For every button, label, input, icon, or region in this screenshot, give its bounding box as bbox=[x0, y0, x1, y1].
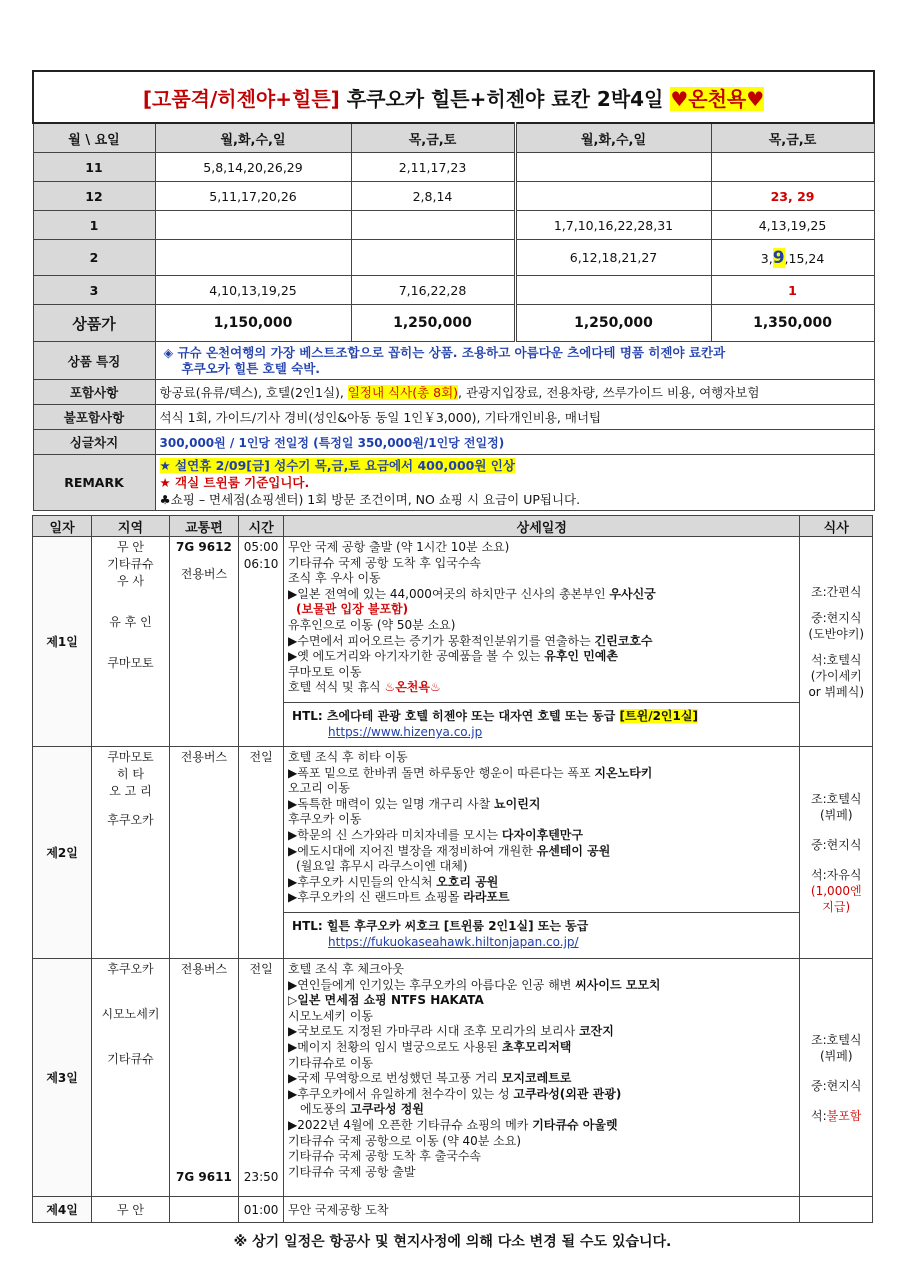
transport-cell bbox=[169, 1197, 238, 1223]
attraction: 코잔지 bbox=[579, 1024, 614, 1039]
transport: 전용버스 bbox=[180, 962, 228, 976]
line-text: ▶학문의 신 스가와라 미치자네를 모시는 bbox=[288, 827, 502, 842]
day-row-2 bbox=[33, 747, 873, 959]
schedule-cell bbox=[284, 959, 800, 1197]
itin-header: 식사 bbox=[800, 516, 873, 537]
price-label: 상품가 bbox=[33, 305, 155, 342]
schedule-line: 시모노세키 이동 bbox=[288, 1008, 374, 1023]
line-text: ▶수면에서 피어오르는 증기가 몽환적인분위기를 연출하는 bbox=[288, 633, 595, 648]
meal-cell bbox=[800, 537, 873, 747]
itin-header: 일자 bbox=[33, 516, 92, 537]
region: 기타큐슈 bbox=[107, 557, 154, 571]
price-cell: 1,150,000 bbox=[155, 305, 351, 342]
date-cell bbox=[155, 240, 351, 276]
itin-header: 교통편 bbox=[169, 516, 238, 537]
hotel-link[interactable]: https://fukuokaseahawk.hiltonjapan.co.jp/ bbox=[328, 934, 579, 949]
single-text: 300,000원 / 1인당 전일정 (특정일 350,000원/1인당 전일정) bbox=[155, 430, 874, 455]
transport: 전용버스 bbox=[180, 567, 228, 581]
line-text: ▶연인들에게 인기있는 후쿠오카의 아름다운 인공 해변 bbox=[288, 977, 576, 992]
schedule-line: 무안 국제 공항 출발 (약 1시간 10분 소요) bbox=[288, 540, 510, 554]
time: 23:50 bbox=[243, 1170, 279, 1184]
date-text: ,15,24 bbox=[784, 250, 825, 266]
date-cell bbox=[155, 211, 351, 240]
flight-number: 7G 9612 bbox=[176, 540, 232, 554]
price-cell: 1,250,000 bbox=[351, 305, 515, 342]
include-part: , 관광지입장료, 전용차량, 쓰루가이드 비용, 여행자보험 bbox=[458, 385, 760, 400]
transport-cell bbox=[169, 537, 238, 747]
day-row-4 bbox=[33, 1197, 873, 1223]
title-prefix: [고품격/히젠야+힐튼] bbox=[142, 86, 340, 111]
date-cell bbox=[711, 240, 874, 276]
day-label: 제2일 bbox=[33, 747, 92, 959]
attraction: 뇨이린지 bbox=[494, 796, 541, 811]
attraction: 다자이후텐만구 bbox=[501, 827, 583, 842]
price-cell: 1,350,000 bbox=[711, 305, 874, 342]
include-part: 항공료(유류/텍스), 호텔(2인1실), bbox=[159, 385, 348, 400]
region-cell bbox=[92, 959, 170, 1197]
meal-cell bbox=[800, 959, 873, 1197]
exclude-text: 석식 1회, 가이드/기사 경비(성인&아동 동일 1인￥3,000), 기타개인비용, 매너팁 bbox=[155, 405, 874, 430]
line-text: ▶에도시대에 지어진 별장을 재정비하여 개원한 bbox=[288, 843, 537, 858]
line-text: ▶메이지 천황의 임시 별궁으로도 사용된 bbox=[288, 1039, 502, 1054]
single-label: 싱글차지 bbox=[33, 430, 155, 455]
schedule-line: 후쿠오카 이동 bbox=[288, 812, 362, 827]
attraction: 지온노타키 bbox=[594, 765, 653, 780]
month-cell: 3 bbox=[33, 276, 155, 305]
remark-line: ♣쇼핑 – 면세점(쇼핑센터) 1회 방문 조건이며, NO 쇼핑 시 요금이 UP됩니다. bbox=[159, 492, 581, 507]
hotel-name: HTL: 힐튼 후쿠오카 씨호크 [트윈룸 2인1실] 또는 동급 bbox=[292, 918, 589, 933]
time: 05:00 bbox=[243, 540, 279, 554]
schedule-line bbox=[288, 844, 795, 860]
time-cell: 전일 bbox=[239, 747, 284, 959]
attraction: 유후인 민예촌 bbox=[544, 649, 618, 664]
schedule-line: 유후인으로 이동 (약 50분 소요) bbox=[288, 617, 456, 632]
schedule-note: (월요일 휴무시 라쿠스이엔 대체) bbox=[296, 859, 468, 874]
schedule-line bbox=[288, 978, 795, 994]
schedule-line bbox=[288, 634, 795, 650]
region: 후쿠오카 bbox=[107, 813, 154, 827]
date-row bbox=[33, 240, 874, 276]
itin-header: 상세일정 bbox=[284, 516, 800, 537]
feature-text bbox=[155, 342, 874, 380]
schedule-line bbox=[288, 797, 795, 813]
single-row bbox=[33, 430, 874, 455]
schedule-line: 조식 후 우사 이동 bbox=[288, 571, 381, 586]
line-text: ▶옛 에도거리와 아기자기한 공예품을 볼 수 있는 bbox=[288, 649, 545, 664]
meal: 조:호텔식 bbox=[811, 1032, 862, 1047]
date-cell bbox=[515, 182, 711, 211]
line-text: ▶2022년 4월에 오픈한 기타큐슈 쇼핑의 메카 bbox=[288, 1117, 533, 1132]
line-text: ▶후쿠오카에서 유일하게 천수각이 있는 성 bbox=[288, 1086, 514, 1101]
region: 쿠마모토 bbox=[107, 750, 154, 764]
transport-cell bbox=[169, 959, 238, 1197]
date-cell: 4,10,13,19,25 bbox=[155, 276, 351, 305]
header-col-4: 목,금,토 bbox=[711, 123, 874, 153]
feature-line: ◈ 규슈 온천여행의 가장 베스트조합으로 꼽히는 상품. 조용하고 아름다운 츠에다테 명품 히젠야 료칸과 bbox=[163, 344, 726, 360]
schedule-line bbox=[288, 1087, 795, 1103]
itinerary-table bbox=[32, 515, 873, 1223]
meal-cell bbox=[800, 747, 873, 959]
region-cell bbox=[92, 747, 170, 959]
schedule-line bbox=[288, 649, 795, 665]
schedule-line: 기타큐슈 국제 공항 출발 bbox=[288, 1164, 416, 1179]
schedule-cell: 무안 국제공항 도착 bbox=[284, 1197, 800, 1223]
header-col-3: 월,화,수,일 bbox=[515, 123, 711, 153]
region: 무 안 bbox=[116, 540, 144, 554]
schedule-line: 기타큐슈 국제 공항 도착 후 입국수속 bbox=[288, 555, 482, 570]
date-cell: 2,11,17,23 bbox=[351, 153, 515, 182]
date-row bbox=[33, 211, 874, 240]
meal: 석:자유식 bbox=[811, 867, 862, 882]
header-col-1: 월,화,수,일 bbox=[155, 123, 351, 153]
schedule-line: ▷일본 면세점 쇼핑 NTFS HAKATA bbox=[288, 993, 484, 1008]
schedule-line bbox=[288, 875, 795, 891]
transport-cell: 전용버스 bbox=[169, 747, 238, 959]
date-row bbox=[33, 276, 874, 305]
attraction: 모지코레트로 bbox=[501, 1071, 572, 1086]
attraction: 우사신궁 bbox=[609, 586, 656, 601]
exclude-label: 불포함사항 bbox=[33, 405, 155, 430]
schedule-line: 기타큐슈 국제 공항 도착 후 출국수속 bbox=[288, 1149, 482, 1164]
hotel-info bbox=[284, 702, 799, 742]
exclude-row bbox=[33, 405, 874, 430]
schedule-line bbox=[288, 1102, 795, 1118]
schedule-note: (보물관 입장 불포함) bbox=[296, 602, 409, 617]
schedule-line bbox=[288, 766, 795, 782]
date-text: 3, bbox=[760, 250, 773, 266]
date-cell: 1,7,10,16,22,28,31 bbox=[515, 211, 711, 240]
schedule-line: 호텔 조식 후 히타 이동 bbox=[288, 750, 408, 764]
region-cell: 무 안 bbox=[92, 1197, 170, 1223]
price-cell: 1,250,000 bbox=[515, 305, 711, 342]
highlight-date: 9 bbox=[772, 247, 785, 268]
remark-text bbox=[155, 455, 874, 511]
schedule-line bbox=[288, 587, 795, 603]
schedule-line bbox=[288, 1024, 795, 1040]
schedule-cell bbox=[284, 747, 800, 959]
day-row-3 bbox=[33, 959, 873, 1197]
meal: (1,000엔 bbox=[810, 883, 862, 898]
date-cell: 7,16,22,28 bbox=[351, 276, 515, 305]
meal-excluded: 불포함 bbox=[826, 1108, 862, 1123]
line-text: ▶일본 전역에 있는 44,000여곳의 하치만구 신사의 총본부인 bbox=[288, 586, 610, 601]
attraction: 초후모리저택 bbox=[501, 1039, 572, 1054]
hotel-link[interactable]: https://www.hizenya.co.jp bbox=[328, 724, 483, 739]
meal: or 뷔페식) bbox=[808, 684, 865, 699]
attraction: 오호리 공원 bbox=[436, 874, 499, 889]
schedule-cell bbox=[284, 537, 800, 747]
time-cell bbox=[239, 959, 284, 1197]
include-label: 포함사항 bbox=[33, 380, 155, 405]
date-cell: 2,8,14 bbox=[351, 182, 515, 211]
title-main: 후쿠오카 힐튼+히젠야 료칸 2박4일 bbox=[339, 86, 671, 111]
header-col-2: 목,금,토 bbox=[351, 123, 515, 153]
remark-line bbox=[160, 457, 870, 474]
remark-label: REMARK bbox=[33, 455, 155, 511]
schedule-line bbox=[288, 890, 795, 906]
date-cell bbox=[515, 276, 711, 305]
month-cell: 2 bbox=[33, 240, 155, 276]
line-text: ▶후쿠오카 시민들의 안식처 bbox=[288, 874, 437, 889]
schedule-line bbox=[288, 828, 795, 844]
feature-label: 상품 특징 bbox=[33, 342, 155, 380]
header-month-day: 월 \ 요일 bbox=[33, 123, 155, 153]
remark-line: ★ 객실 트윈룸 기준입니다. bbox=[159, 475, 310, 490]
region: 후쿠오카 bbox=[107, 962, 154, 976]
page bbox=[32, 70, 873, 1223]
line-text: ▶폭포 밑으로 한바퀴 돌면 하루동안 행운이 따른다는 폭포 bbox=[288, 765, 595, 780]
meal: 중:현지식 bbox=[811, 610, 862, 625]
meal-cell bbox=[800, 1197, 873, 1223]
region: 우 사 bbox=[116, 574, 144, 588]
time-cell: 01:00 bbox=[239, 1197, 284, 1223]
region: 쿠마모토 bbox=[107, 656, 154, 670]
feature-line: 후쿠오카 힐튼 호텔 숙박. bbox=[181, 360, 321, 376]
date-cell: 6,12,18,21,27 bbox=[515, 240, 711, 276]
date-cell: 4,13,19,25 bbox=[711, 211, 874, 240]
itin-header: 시간 bbox=[239, 516, 284, 537]
meal: 석:호텔식 bbox=[811, 652, 862, 667]
attraction: 라라포트 bbox=[463, 890, 510, 905]
feature-row bbox=[33, 342, 874, 380]
onsen-badge: ♨온천욕♨ bbox=[384, 680, 441, 695]
meal: (도반야키) bbox=[808, 626, 865, 641]
date-cell bbox=[351, 211, 515, 240]
date-cell: 23, 29 bbox=[711, 182, 874, 211]
schedule-line: 호텔 조식 후 체크아웃 bbox=[288, 962, 404, 976]
region: 히 타 bbox=[116, 767, 144, 781]
month-cell: 11 bbox=[33, 153, 155, 182]
meal: 조:간편식 bbox=[811, 584, 862, 599]
price-row bbox=[33, 305, 874, 342]
include-meal-highlight: 일정내 식사(총 8회) bbox=[347, 385, 459, 400]
region: 시모노세키 bbox=[101, 1007, 160, 1021]
remark-row bbox=[33, 455, 874, 511]
hotel-info bbox=[284, 912, 799, 952]
schedule-line bbox=[288, 1118, 795, 1134]
date-cell bbox=[515, 153, 711, 182]
hotel-name: HTL: 츠에다테 관광 호텔 히젠야 또는 대자연 호텔 또는 동급 bbox=[292, 708, 620, 723]
meal: (뷔페) bbox=[819, 807, 853, 822]
line-text: ▶국보로도 지정된 가마쿠라 시대 조후 모리가의 보리사 bbox=[288, 1024, 580, 1039]
price-table bbox=[32, 70, 875, 511]
line-text: ▶국제 무역항으로 번성했던 복고풍 거리 bbox=[288, 1071, 502, 1086]
include-text bbox=[155, 380, 874, 405]
meal: (가이세키 bbox=[810, 668, 862, 683]
line-text: 호텔 석식 및 휴식 bbox=[288, 680, 385, 695]
time: 전일 bbox=[249, 962, 273, 976]
remark-holiday: ★ 설연휴 2/09[금] 성수기 목,금,토 요금에서 400,000원 인상 bbox=[159, 458, 515, 473]
date-row bbox=[33, 182, 874, 211]
date-cell: 5,8,14,20,26,29 bbox=[155, 153, 351, 182]
product-title bbox=[33, 71, 874, 123]
region: 유 후 인 bbox=[109, 615, 152, 629]
meal: (뷔페) bbox=[819, 1048, 853, 1063]
schedule-line: 기타큐슈 국제 공항으로 이동 (약 40분 소요) bbox=[288, 1133, 522, 1148]
attraction: 고쿠라성(외관 관광) bbox=[513, 1086, 622, 1101]
region-cell bbox=[92, 537, 170, 747]
meal: 조:호텔식 bbox=[811, 791, 862, 806]
schedule-line: 오고리 이동 bbox=[288, 781, 350, 796]
day-label: 제3일 bbox=[33, 959, 92, 1197]
attraction: 고쿠라성 정원 bbox=[350, 1102, 424, 1117]
schedule-line bbox=[288, 1071, 795, 1087]
meal-text: 석: bbox=[811, 1108, 827, 1123]
meal: 중:현지식 bbox=[811, 1078, 862, 1093]
time: 06:10 bbox=[243, 557, 279, 571]
region: 기타큐슈 bbox=[107, 1052, 154, 1066]
footer-note: ※ 상기 일정은 항공사 및 현지사정에 의해 다소 변경 될 수도 있습니다. bbox=[233, 1234, 672, 1250]
schedule-line: 쿠마모토 이동 bbox=[288, 664, 362, 679]
schedule-line: 기타큐슈로 이동 bbox=[288, 1055, 374, 1070]
line-text: ▶독특한 매력이 있는 일명 개구리 사찰 bbox=[288, 796, 495, 811]
date-cell: 1 bbox=[711, 276, 874, 305]
attraction: 씨사이드 모모치 bbox=[575, 977, 661, 992]
attraction: 긴린코호수 bbox=[594, 633, 653, 648]
day-label: 제1일 bbox=[33, 537, 92, 747]
meal bbox=[804, 1108, 868, 1124]
date-cell bbox=[351, 240, 515, 276]
room-type: [트윈/2인1실] bbox=[619, 708, 698, 723]
include-row bbox=[33, 380, 874, 405]
month-cell: 12 bbox=[33, 182, 155, 211]
attraction: 유센테이 공원 bbox=[536, 843, 611, 858]
itin-header: 지역 bbox=[92, 516, 170, 537]
title-badge: ♥온천욕♥ bbox=[670, 86, 765, 111]
meal: 중:현지식 bbox=[811, 837, 862, 852]
region: 오 고 리 bbox=[109, 784, 152, 798]
flight-number: 7G 9611 bbox=[176, 1170, 232, 1184]
time-cell bbox=[239, 537, 284, 747]
schedule-line bbox=[288, 680, 795, 696]
schedule-line bbox=[288, 1040, 795, 1056]
attraction: 기타큐슈 아울렛 bbox=[532, 1117, 618, 1132]
day-row-1 bbox=[33, 537, 873, 747]
line-text: 에도풍의 bbox=[300, 1102, 351, 1117]
date-row bbox=[33, 153, 874, 182]
date-cell: 5,11,17,20,26 bbox=[155, 182, 351, 211]
line-text: ▶후쿠오카의 신 랜드마트 쇼핑몰 bbox=[288, 890, 464, 905]
month-cell: 1 bbox=[33, 211, 155, 240]
date-cell bbox=[711, 153, 874, 182]
meal: 지급) bbox=[822, 899, 851, 914]
day-label: 제4일 bbox=[33, 1197, 92, 1223]
